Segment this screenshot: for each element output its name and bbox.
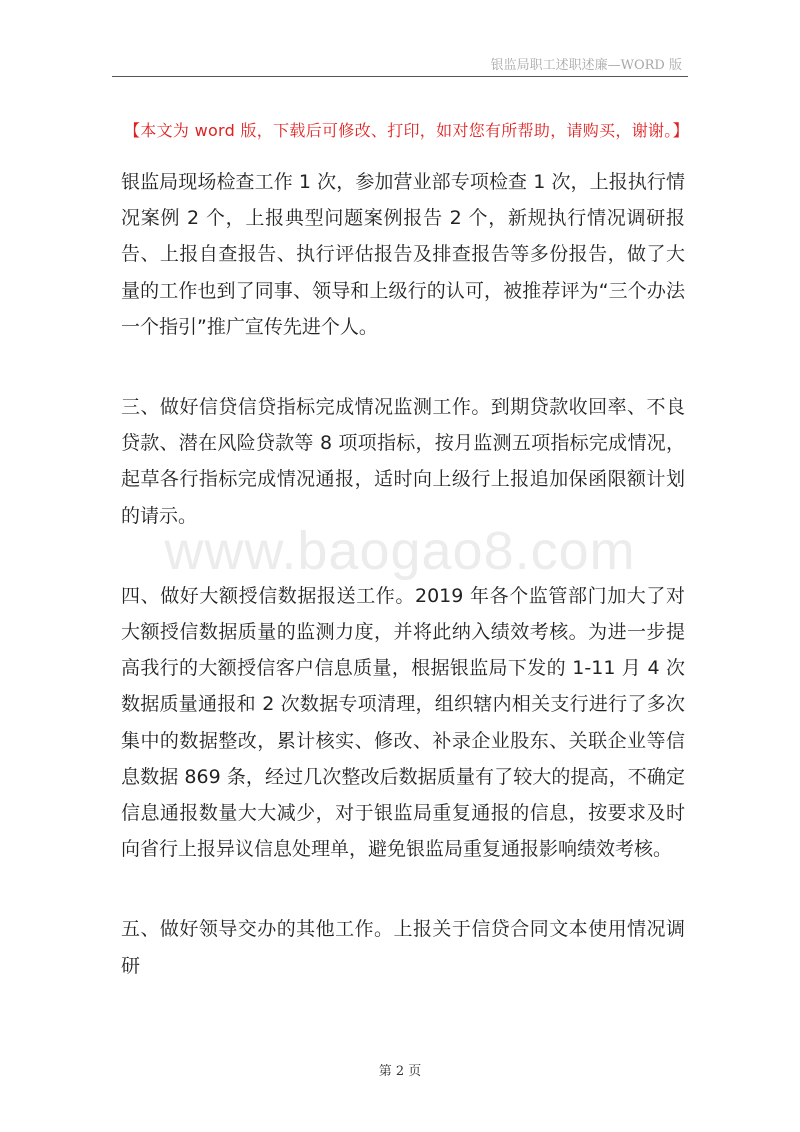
paragraph-inspection: 银监局现场检查工作 1 次，参加营业部专项检查 1 次，上报执行情况案例 2 个，上报典型问题案例报告 2 个，新规执行情况调研报告、上报自查报告、执行评估报告及排查报告等多份报告，做了大量的工作也到了同事、领导和上级行的认可，被推荐评为“三个办法一个指引”推广宣传先进个人。 [121, 171, 685, 338]
header-title: 银监局职工述职述廉—WORD 版 [490, 58, 682, 73]
document-body [121, 164, 685, 984]
paragraph-large-credit-data: 四、做好大额授信数据报送工作。2019 年各个监管部门加大了对大额授信数据质量的监测力度，并将此纳入绩效考核。为进一步提高我行的大额授信客户信息质量，根据银监局下发的 1-11 月 4 次数据质量通报和 2 次数据专项清理，组织辖内相关支行进行了多次集中的数据整改，累计核实、修改、补录企业股东、关联企业等信息数据 869 条，经过几次整改后数据质量有了较大的提高，不确定信息通报数量大大减少，对于银监局重复通报的信息，按要求及时向省行上报异议信息处理单，避免银监局重复通报影响绩效考核。 [121, 584, 685, 861]
paragraph-gap [121, 345, 685, 389]
paragraph-credit-monitoring: 三、做好信贷信贷指标完成情况监测工作。到期贷款收回率、不良贷款、潜在风险贷款等 8 项项指标，按月监测五项指标完成情况，起草各行指标完成情况通报，适时向上级行上报追加保函限额计划的请示。 [121, 396, 685, 527]
paragraph-gap [121, 867, 685, 911]
page-number: 第 2 页 [378, 1064, 422, 1079]
header-divider [112, 76, 688, 77]
watermark: www.baogao8.com [164, 521, 636, 581]
purchase-notice: 【本文为 word 版，下载后可修改、打印，如对您有所帮助，请购买，谢谢。】 [124, 121, 689, 140]
paragraph-gap [121, 534, 685, 578]
paragraph-other-tasks: 五、做好领导交办的其他工作。上报关于信贷合同文本使用情况调研 [121, 918, 685, 977]
